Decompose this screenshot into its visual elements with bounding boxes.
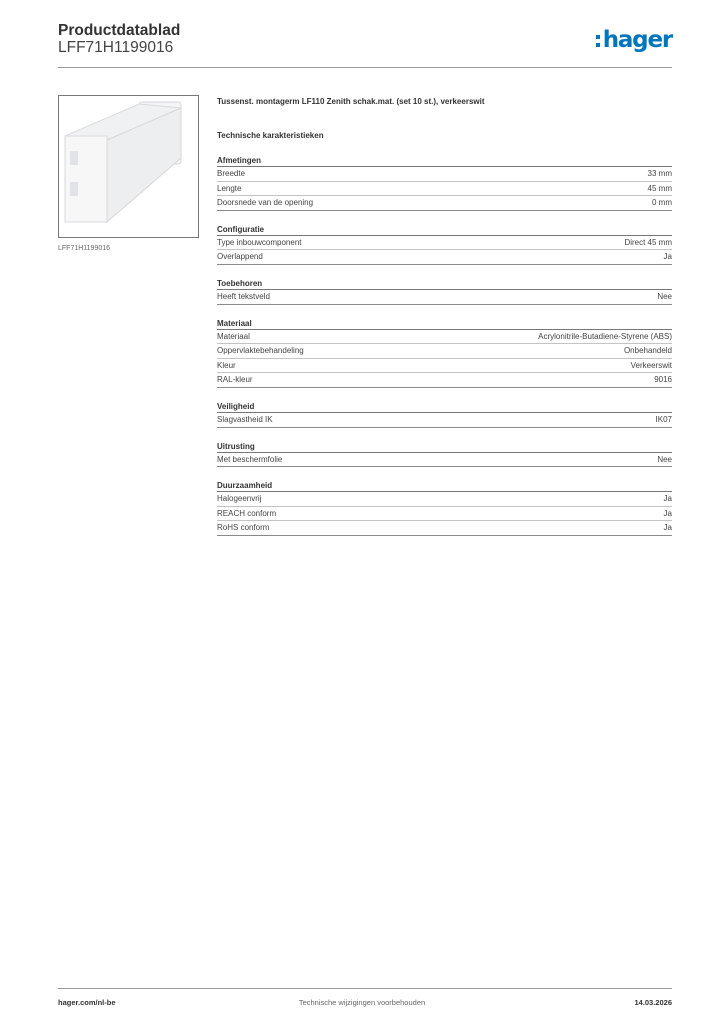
spec-label: Lengte [217,183,242,193]
section-title: Materiaal [217,318,672,330]
spec-label: RoHS conform [217,523,270,533]
spec-section [217,480,672,536]
product-image [58,95,199,238]
logo-text: hager [602,27,672,53]
spec-row [217,250,672,265]
spec-value: IK07 [655,414,672,424]
footer-disclaimer: Technische wijzigingen voorbehouden [298,998,426,1007]
footer-website: hager.com/nl-be [58,998,116,1007]
section-title: Configuratie [217,224,672,236]
product-details [217,96,672,536]
spec-row [217,413,672,428]
spec-section [217,401,672,428]
spec-value: Onbehandeld [623,346,672,356]
section-title: Afmetingen [217,155,672,167]
spec-row [217,236,672,251]
page-title: Productdatablad [58,22,181,39]
product-code: LFF71H1199016 [58,39,174,56]
spec-label: Materiaal [217,331,250,341]
spec-row [217,290,672,305]
spec-label: RAL-kleur [217,375,253,385]
spec-value: Nee [657,454,672,464]
spec-value: 45 mm [647,183,672,193]
spec-row [217,492,672,507]
section-title: Uitrusting [217,441,672,453]
spec-row [217,182,672,197]
spec-label: Kleur [217,360,236,370]
spec-label: Oppervlaktebehandeling [217,346,304,356]
spec-section [217,155,672,211]
spec-value: Ja [663,494,672,504]
spec-section [217,224,672,265]
spec-label: Halogeenvrij [217,494,262,504]
spec-label: Breedte [217,169,246,178]
section-title: Duurzaamheid [217,480,672,492]
footer-divider [58,988,672,989]
spec-row [217,453,672,468]
spec-label: Met beschermfolie [217,454,283,464]
logo-dots-icon [596,35,600,47]
spec-row [217,359,672,374]
spec-sections [217,155,672,536]
spec-value: 9016 [654,375,672,385]
spec-section [217,441,672,468]
spec-value: Acrylonitrile-Butadiene-Styrene (ABS) [538,331,672,341]
product-description: Tussenst. montagerm LF110 Zenith schak.mat. (set 10 st.), verkeerswit [217,97,485,106]
spec-value: Direct 45 mm [624,237,672,247]
image-caption: LFF71H1199016 [58,245,111,252]
spec-value: Nee [657,291,672,301]
spec-label: Slagvastheid IK [217,414,273,424]
footer-date: 14.03.2026 [634,998,672,1007]
spec-value: Ja [663,252,672,262]
spec-value: 33 mm [647,169,672,178]
header-divider [58,67,672,68]
spec-label: Overlappend [217,252,263,262]
spec-row [217,507,672,522]
spec-value: Verkeerswit [630,360,672,370]
spec-label: Heeft tekstveld [217,291,270,301]
spec-label: Doorsnede van de opening [217,198,314,208]
spec-section [217,278,672,305]
spec-row [217,330,672,345]
spec-value: Ja [663,523,672,533]
spec-label: REACH conform [217,508,277,518]
spec-row [217,344,672,359]
spec-row [217,521,672,536]
spec-section [217,318,672,388]
spec-value: 0 mm [652,198,672,208]
spec-row [217,373,672,388]
spec-label: Type inbouwcomponent [217,237,302,247]
mounting-frame-illustration [59,96,198,237]
technical-characteristics-heading: Technische karakteristieken [217,131,324,140]
hager-logo [596,29,672,52]
spec-row [217,196,672,211]
spec-value: Ja [663,508,672,518]
section-title: Toebehoren [217,278,672,290]
section-title: Veiligheid [217,401,672,413]
spec-row [217,167,672,182]
